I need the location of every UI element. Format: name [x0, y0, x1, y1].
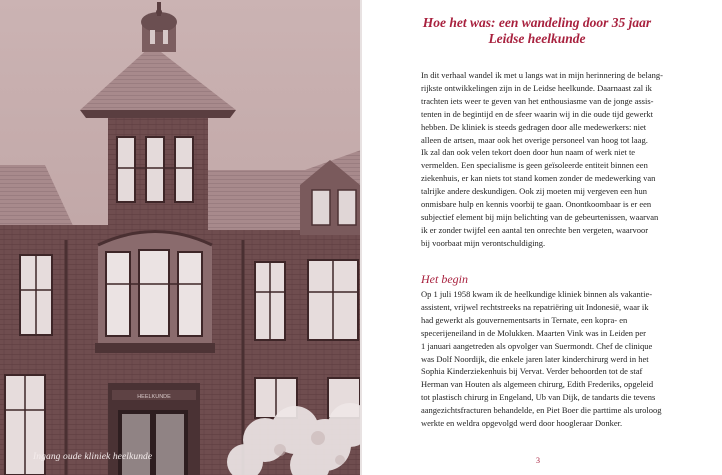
intro-paragraph [421, 69, 683, 250]
page-number: 3 [536, 456, 540, 465]
chapter-title-line-2: Leidse heelkunde [488, 31, 586, 46]
intro-line: trachten iets weer te geven van het enthousiasme van de jonge assis- [421, 95, 654, 106]
intro-line: ziekenhuis, er kan niets tot stand komen zonder de medewerking van [421, 173, 656, 184]
section-line: had gewerkt als gouvernementsarts in Ternate, een kopra- en [421, 314, 628, 325]
intro-line: ik er zonder twijfel een aantal ten onrechte ben vergeten, waarvoor [421, 224, 649, 235]
entrance-sign: HEELKUNDE [137, 394, 171, 400]
section-line: tot plastisch chirurg in Engeland, Ub van Dijk, de tandarts die tevens [421, 392, 656, 403]
intro-line: rijkste ontwikkelingen zijn in de Leidse heelkunde. Daarnaast zal ik [421, 82, 652, 93]
section-line: Op 1 juli 1958 kwam ik de heelkundige kliniek binnen als vakantie- [421, 289, 653, 299]
section-heading: Het begin [421, 272, 468, 286]
section-line: Herman van Houten als algemeen chirurg, Edith Frederiks, opgeleid [421, 379, 654, 390]
section-line: 1 januari aangetreden als opvolger van Suermondt. Chef de clinique [421, 340, 653, 351]
intro-line: vermelden. Een specialisme is geen geïsoleerde entiteit binnen een [421, 160, 648, 171]
section-line: Sophia Kinderziekenhuis bij Vervat. Verder behoorden tot de staf [421, 366, 643, 377]
right-page-text [362, 0, 722, 475]
intro-line: Ik zal dan ook velen tekort doen door hun naam of werk niet te [421, 147, 636, 158]
intro-line: bij voorbaat mijn verontschuldiging. [421, 237, 546, 248]
chapter-title [402, 15, 672, 47]
section-line: aangezichtsfracturen behandelde, en Piet Boer die parttime als uroloog [421, 405, 662, 416]
intro-line: talrijke andere deskundigen. Ook zij moeten mij vergeven een hun [421, 186, 647, 197]
intro-line: onmisbare hulp en kennis voorbij te gaan. Onontkoombaar is er een [421, 199, 652, 210]
intro-line: tenten in de begintijd en de sfeer waarin wij in die oude tijd gewerkt [421, 108, 654, 119]
intro-line: alleen de artsen, maar ook het overige personeel van hoog tot laag. [421, 134, 648, 145]
chapter-title-line-1: Hoe het was: een wandeling door 35 jaar [422, 15, 652, 30]
intro-line: In dit verhaal wandel ik met u langs wat in mijn herinnering de belang- [421, 70, 663, 80]
section-line: assistent, vrijwel rechtstreeks na repatriëring uit Indonesië, waar ik [421, 301, 649, 312]
intro-line: subjectief element bij mijn belichting van de gebeurtenissen, waarvan [421, 211, 659, 222]
section-paragraph [421, 288, 683, 430]
section-line: specerijeneiland in de Molukken. Maarten Vink was in Leiden per [421, 327, 646, 338]
photo-caption: Ingang oude kliniek heelkunde [33, 452, 153, 462]
intro-line: hebben. De kliniek is steeds gedragen door alle medewerkers: niet [421, 121, 647, 132]
section-line: werkte en weldra opgevolgd werd door hoogleraar Donker. [421, 418, 623, 429]
section-line: was Dolf Noordijk, die enkele jaren later kinderchirurg werd in het [421, 353, 649, 364]
